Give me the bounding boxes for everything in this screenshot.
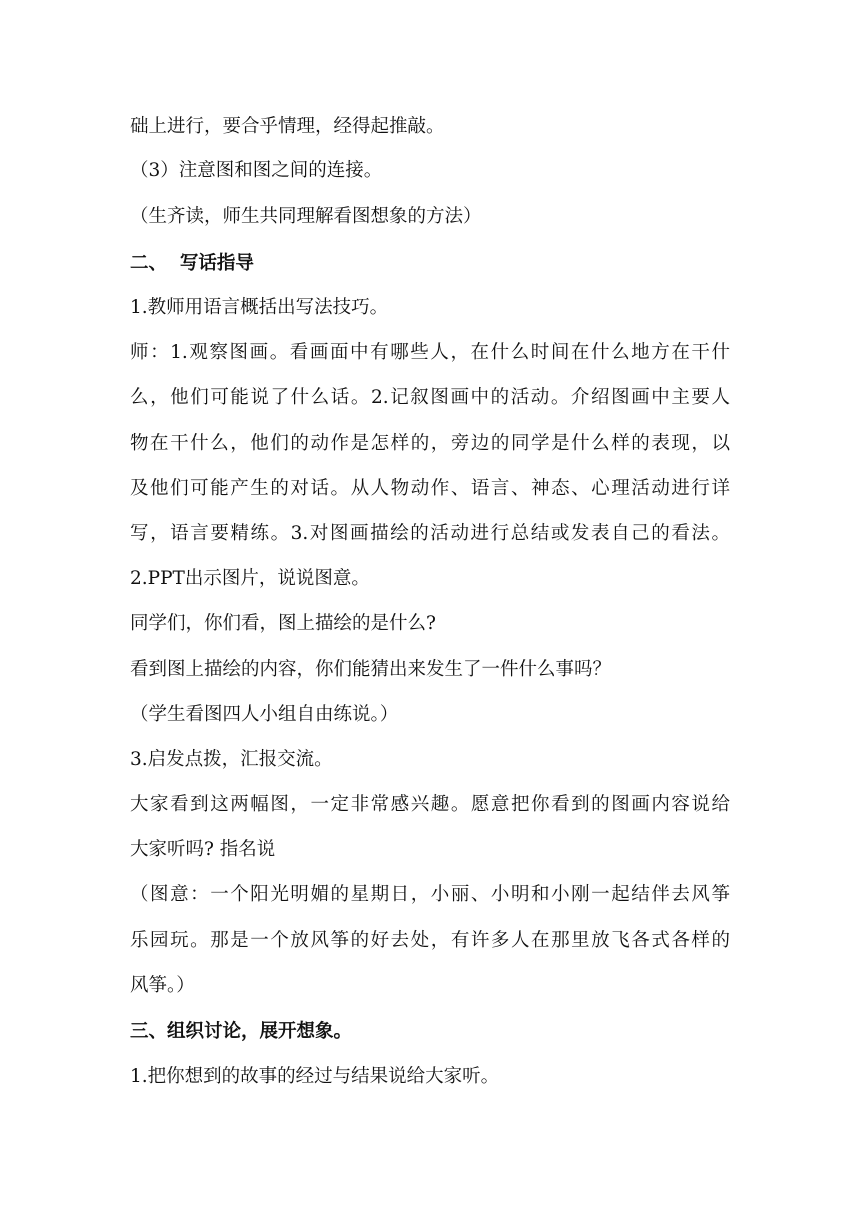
- paragraph-line: 乐园玩。那是一个放风筝的好去处，有许多人在那里放飞各式各样的: [130, 930, 730, 951]
- paragraph-line: 1.教师用语言概括出写法技巧。: [130, 297, 389, 318]
- paragraph-line: 1.把你想到的故事的经过与结果说给大家听。: [130, 1066, 500, 1087]
- paragraph-line: 2.PPT出示图片，说说图意。: [130, 568, 370, 589]
- paragraph-line: 么，他们可能说了什么话。2.记叙图画中的活动。介绍图画中主要人: [130, 387, 730, 408]
- paragraph-line: （生齐读，师生共同理解看图想象的方法）: [130, 206, 482, 227]
- paragraph-line: 风筝。）: [130, 975, 195, 996]
- paragraph-line: （3）注意图和图之间的连接。: [130, 160, 383, 181]
- section-heading: 二、 写话指导: [130, 253, 254, 274]
- paragraph-line: 物在干什么，他们的动作是怎样的，旁边的同学是什么样的表现，以: [130, 433, 730, 454]
- paragraph-line: （图意：一个阳光明媚的星期日，小丽、小明和小刚一起结伴去风筝: [130, 884, 730, 905]
- section-heading: 三、组织讨论，展开想象。: [130, 1021, 353, 1042]
- paragraph-line: 写，语言要精练。3.对图画描绘的活动进行总结或发表自己的看法。: [130, 523, 730, 544]
- paragraph-line: 大家看到这两幅图，一定非常感兴趣。愿意把你看到的图画内容说给: [130, 794, 730, 815]
- paragraph-line: （学生看图四人小组自由练说。）: [130, 704, 399, 725]
- paragraph-line: 同学们，你们看，图上描绘的是什么?: [130, 613, 436, 634]
- paragraph-line: 及他们可能产生的对话。从人物动作、语言、神态、心理活动进行详: [130, 478, 730, 499]
- paragraph-line: 3.启发点拨，汇报交流。: [130, 749, 333, 770]
- paragraph-line: 础上进行，要合乎情理，经得起推敲。: [130, 116, 445, 137]
- paragraph-line: 师：1.观察图画。看画面中有哪些人，在什么时间在什么地方在干什: [130, 342, 730, 363]
- paragraph-line: 看到图上描绘的内容，你们能猜出来发生了一件什么事吗？: [130, 659, 612, 680]
- paragraph-line: 大家听吗? 指名说: [130, 839, 276, 860]
